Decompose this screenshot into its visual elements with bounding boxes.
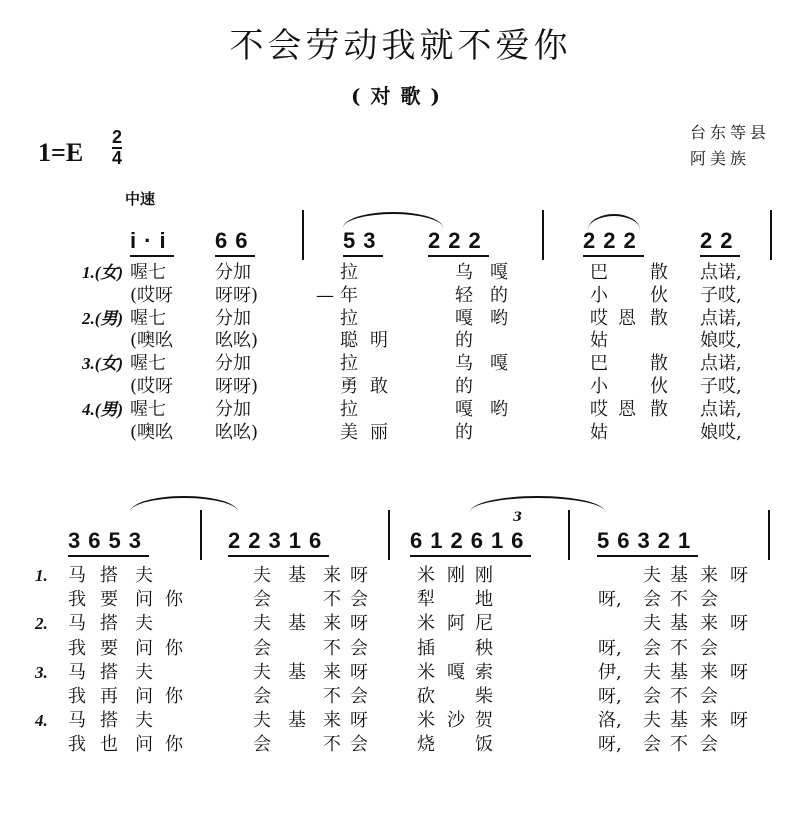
- lyric-cell: 呀: [350, 613, 368, 635]
- lyric-cell: 夫: [253, 565, 271, 586]
- lyric-cell: 你: [165, 589, 183, 611]
- lyric-cell: 马: [68, 661, 86, 683]
- lyric-cell: 来: [700, 613, 718, 635]
- lyric-cell: 会: [350, 686, 368, 707]
- lyric-cell: 要: [100, 637, 118, 659]
- lyric-cell: 柴: [475, 686, 493, 707]
- lyric-cell: 子哎,: [700, 376, 742, 397]
- lyric-cell: 阿: [447, 613, 465, 635]
- lyric-cell: 来: [323, 565, 341, 586]
- tempo-marking: 中速: [125, 190, 156, 208]
- verse-label: 1.: [35, 566, 48, 585]
- song-title: 不会劳动我就不爱你: [229, 26, 572, 66]
- lyric-cell: (哎呀: [130, 284, 174, 306]
- lyric-cell: 来: [700, 661, 718, 683]
- lyric-cell: 会: [350, 589, 368, 611]
- lyric-cell: 搭: [100, 710, 118, 732]
- bar-line: [568, 510, 570, 560]
- lyric-cell: 会: [643, 734, 661, 756]
- lyric-cell: 夫: [643, 710, 661, 732]
- lyric-cell: 夫: [643, 661, 661, 683]
- lyric-cell: 丽: [370, 421, 388, 443]
- lyric-cell: 乌: [455, 262, 473, 283]
- lyric-cell: 恩: [618, 398, 636, 420]
- slur: [470, 496, 605, 512]
- lyric-cell: 拉: [340, 398, 358, 420]
- lyric-cell: 米: [417, 565, 435, 586]
- lyric-cell: 分加: [215, 307, 251, 329]
- lyric-cell: 的: [455, 330, 473, 352]
- lyric-cell: 姑: [590, 421, 608, 443]
- lyric-cell: 点诺,: [700, 398, 742, 420]
- lyric-cell: 基: [670, 710, 688, 732]
- lyric-cell: 马: [68, 613, 86, 635]
- lyric-cell: 散: [650, 262, 668, 283]
- lyric-cell: 喔七: [130, 398, 166, 420]
- lyric-cell: 呀,: [598, 637, 622, 659]
- lyric-cell: 夫: [643, 613, 661, 635]
- lyric-cell: 插: [417, 637, 435, 659]
- lyric-cell: 饭: [475, 734, 493, 756]
- note-group: 22: [700, 228, 740, 257]
- lyric-cell: 米: [417, 613, 435, 635]
- lyric-cell: 嘎: [455, 307, 473, 329]
- lyric-cell: 小: [590, 376, 608, 397]
- note-group: 56321: [597, 528, 698, 557]
- lyric-cell: 秧: [475, 637, 493, 659]
- lyric-cell: 敢: [370, 376, 388, 397]
- lyric-cell: 会: [350, 734, 368, 756]
- lyric-cell: 来: [323, 661, 341, 683]
- lyric-cell: 呀呀): [215, 376, 259, 397]
- lyric-cell: 夫: [643, 565, 661, 586]
- note-group: 53: [343, 228, 383, 257]
- lyric-cell: —: [316, 284, 334, 306]
- verse-label: 3.(女): [82, 354, 124, 374]
- lyric-cell: 搭: [100, 661, 118, 683]
- verse-label: 3.: [35, 662, 48, 682]
- lyric-cell: 拉: [340, 353, 358, 375]
- lyric-cell: 再: [100, 686, 118, 707]
- lyric-cell: 吆吆): [215, 330, 259, 352]
- lyric-cell: 呀: [350, 661, 368, 683]
- lyric-cell: 尼: [475, 613, 493, 635]
- verse-label: 2.(男): [82, 308, 124, 328]
- lyric-cell: 会: [700, 637, 718, 659]
- lyric-cell: 伊,: [598, 661, 622, 683]
- lyric-cell: 基: [288, 613, 306, 635]
- lyric-cell: 散: [650, 307, 668, 329]
- meter-bottom: 4: [112, 148, 123, 168]
- lyric-cell: 来: [323, 613, 341, 635]
- lyric-cell: 会: [643, 637, 661, 659]
- lyric-cell: 索: [475, 661, 493, 683]
- note-group: 222: [428, 228, 489, 257]
- lyric-cell: 年: [340, 284, 358, 306]
- lyric-cell: 马: [68, 710, 86, 732]
- lyric-cell: 也: [100, 734, 118, 756]
- lyric-cell: 地: [475, 589, 493, 611]
- origin-region: 台东等县: [690, 123, 771, 142]
- lyric-cell: 刚: [475, 565, 493, 586]
- lyric-cell: 嘎: [490, 262, 508, 283]
- note-group: 222: [583, 228, 644, 257]
- lyric-cell: 你: [165, 734, 183, 756]
- lyric-cell: 会: [700, 589, 718, 611]
- lyric-cell: 会: [700, 686, 718, 707]
- lyric-cell: 不: [323, 637, 341, 659]
- lyric-cell: 夫: [253, 613, 271, 635]
- lyric-cell: 基: [288, 710, 306, 732]
- lyric-cell: 我: [68, 589, 86, 611]
- lyric-cell: 搭: [100, 565, 118, 586]
- lyric-cell: 基: [288, 565, 306, 586]
- lyric-cell: (噢吆: [130, 330, 174, 352]
- key-signature: 1=E: [38, 138, 84, 167]
- lyric-cell: 吆吆): [215, 421, 259, 443]
- lyric-cell: 刚: [447, 565, 465, 586]
- lyric-cell: 嘎: [490, 353, 508, 375]
- lyric-cell: 烧: [417, 734, 435, 756]
- slur: [130, 496, 238, 512]
- lyric-cell: 会: [643, 589, 661, 611]
- song-subtitle: (对歌): [351, 84, 450, 108]
- verse-label: 1.(女): [82, 263, 124, 282]
- lyric-cell: 的: [455, 421, 473, 443]
- lyric-cell: 夫: [253, 661, 271, 683]
- note-group: i·i: [130, 228, 174, 257]
- slur: [343, 212, 443, 228]
- lyric-cell: 不: [670, 734, 688, 756]
- lyric-cell: 夫: [135, 613, 153, 635]
- meter-top: 2: [112, 127, 123, 147]
- bar-line: [200, 510, 202, 560]
- lyric-cell: 基: [670, 661, 688, 683]
- bar-line: [768, 510, 770, 560]
- lyric-cell: 呀: [730, 710, 748, 732]
- lyric-cell: 勇: [340, 376, 358, 397]
- lyric-cell: 喔七: [130, 353, 166, 375]
- lyric-cell: 聪: [340, 330, 358, 352]
- lyric-cell: 会: [253, 734, 271, 756]
- lyric-cell: 散: [650, 353, 668, 375]
- verse-label: 4.(男): [82, 399, 124, 419]
- lyric-cell: 问: [135, 637, 153, 659]
- lyric-cell: 我: [68, 637, 86, 659]
- lyric-cell: 伙: [650, 376, 668, 397]
- note-group: 66: [215, 228, 255, 257]
- lyric-cell: 会: [350, 637, 368, 659]
- lyric-cell: (噢吆: [130, 421, 174, 443]
- lyric-cell: 呀: [730, 613, 748, 635]
- lyric-cell: 搭: [100, 613, 118, 635]
- lyric-cell: 恩: [618, 307, 636, 329]
- lyric-cell: 巴: [590, 353, 608, 375]
- lyric-cell: 不: [323, 686, 341, 707]
- verse-label: 2.: [35, 614, 48, 634]
- lyric-cell: 呀,: [598, 686, 622, 707]
- lyric-cell: 嘎: [447, 661, 465, 683]
- lyric-cell: 砍: [417, 686, 435, 707]
- lyric-cell: 基: [288, 661, 306, 683]
- lyric-cell: 哟: [490, 307, 508, 329]
- note-group: 612616: [410, 528, 531, 557]
- verse-label: 4.: [35, 711, 48, 731]
- lyric-cell: 马: [68, 565, 86, 586]
- lyric-cell: 点诺,: [700, 353, 742, 375]
- lyric-cell: 基: [670, 613, 688, 635]
- lyric-cell: 呀,: [598, 589, 622, 611]
- lyric-cell: 乌: [455, 353, 473, 375]
- bar-line: [388, 510, 390, 560]
- lyric-cell: 贺: [475, 710, 493, 732]
- lyric-cell: 明: [370, 330, 388, 352]
- lyric-cell: 拉: [340, 262, 358, 283]
- lyric-cell: 拉: [340, 307, 358, 329]
- lyric-cell: 基: [670, 565, 688, 586]
- lyric-cell: 要: [100, 589, 118, 611]
- lyric-cell: 来: [700, 565, 718, 586]
- lyric-cell: 会: [253, 637, 271, 659]
- lyric-cell: 姑: [590, 330, 608, 352]
- lyric-cell: 夫: [135, 565, 153, 586]
- lyric-cell: 来: [700, 710, 718, 732]
- origin-ethnicity: 阿美族: [690, 149, 751, 168]
- lyric-cell: 你: [165, 637, 183, 659]
- lyric-cell: 呀,: [598, 734, 622, 756]
- lyric-cell: 不: [670, 589, 688, 611]
- bar-line: [302, 210, 304, 260]
- lyric-cell: 点诺,: [700, 307, 742, 329]
- lyric-cell: 会: [700, 734, 718, 756]
- lyric-cell: 喔七: [130, 262, 166, 283]
- lyric-cell: 点诺,: [700, 262, 742, 283]
- lyric-cell: 问: [135, 589, 153, 611]
- note-group: 22316: [228, 528, 329, 557]
- lyric-cell: 米: [417, 661, 435, 683]
- lyric-cell: 轻: [455, 284, 473, 306]
- lyric-cell: 散: [650, 398, 668, 420]
- lyric-cell: 米: [417, 710, 435, 732]
- lyric-cell: 的: [455, 376, 473, 397]
- lyric-cell: 哎: [590, 398, 608, 420]
- lyric-cell: 夫: [135, 661, 153, 683]
- lyric-cell: 犁: [417, 589, 435, 611]
- lyric-cell: 伙: [650, 284, 668, 306]
- bar-line: [770, 210, 772, 260]
- lyric-cell: 子哎,: [700, 284, 742, 306]
- lyric-cell: 不: [323, 734, 341, 756]
- lyric-cell: 呀呀): [215, 284, 259, 306]
- lyric-cell: 你: [165, 686, 183, 707]
- lyric-cell: 分加: [215, 398, 251, 420]
- lyric-cell: 夫: [135, 710, 153, 732]
- lyric-cell: 问: [135, 686, 153, 707]
- triplet-mark: 3: [513, 510, 523, 525]
- lyric-cell: 夫: [253, 710, 271, 732]
- lyric-cell: 呀: [730, 565, 748, 586]
- lyric-cell: 的: [490, 284, 508, 306]
- lyric-cell: 嘎: [455, 398, 473, 420]
- note-group: 3653: [68, 528, 149, 557]
- lyric-cell: 呀: [730, 661, 748, 683]
- lyric-cell: 洛,: [598, 710, 622, 732]
- lyric-cell: 娘哎,: [700, 330, 742, 352]
- lyric-cell: 小: [590, 284, 608, 306]
- lyric-cell: 不: [670, 637, 688, 659]
- lyric-cell: 呀: [350, 565, 368, 586]
- lyric-cell: 我: [68, 734, 86, 756]
- lyric-cell: 我: [68, 686, 86, 707]
- lyric-cell: 哟: [490, 398, 508, 420]
- lyric-cell: 巴: [590, 262, 608, 283]
- lyric-cell: 娘哎,: [700, 421, 742, 443]
- lyric-cell: 喔七: [130, 307, 166, 329]
- lyric-cell: 不: [323, 589, 341, 611]
- lyric-cell: 哎: [590, 307, 608, 329]
- lyric-cell: 美: [340, 421, 358, 443]
- lyric-cell: 会: [643, 686, 661, 707]
- lyric-cell: 分加: [215, 353, 251, 375]
- lyric-cell: 来: [323, 710, 341, 732]
- lyric-cell: 沙: [447, 710, 465, 732]
- bar-line: [542, 210, 544, 260]
- time-signature: [112, 128, 122, 168]
- lyric-cell: 问: [135, 734, 153, 756]
- lyric-cell: 不: [670, 686, 688, 707]
- lyric-cell: 会: [253, 589, 271, 611]
- lyric-cell: (哎呀: [130, 376, 174, 397]
- lyric-cell: 呀: [350, 710, 368, 732]
- lyric-cell: 分加: [215, 262, 251, 283]
- lyric-cell: 会: [253, 686, 271, 707]
